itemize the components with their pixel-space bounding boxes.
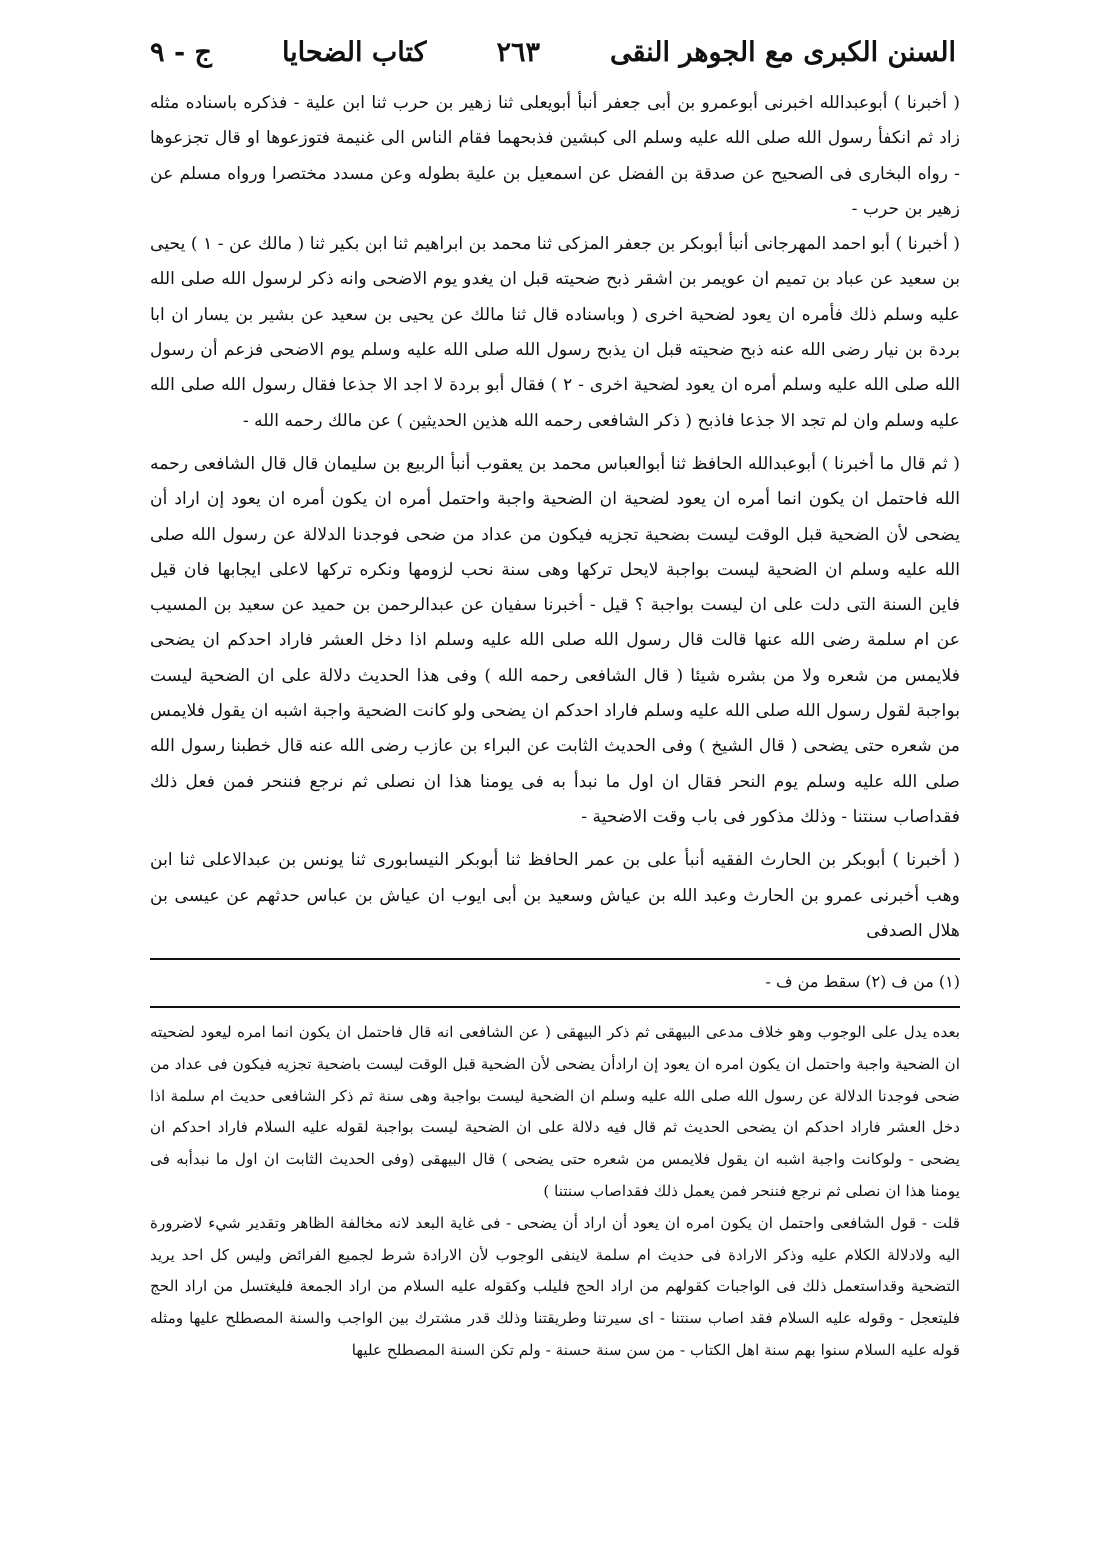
main-paragraph: ( أخبرنا ) أبوعبدالله اخبرنى أبوعمرو بن أبى جعفر أنبأ أبويعلى ثنا زهير بن حرب ثنا ابن علية - فذكره باسناده مثله زاد ثم انكفأ رسول الله صلى الله عليه وسلم الى كبشين فذبحهما فقام الناس الى غنيمة فتوزعوها او قال تجزعوها - رواه البخارى فى الصحيح عن صدقة بن الفضل عن اسمعيل بن علية بطوله وعن مسدد مختصرا ورواه مسلم عن زهير بن حرب - — [150, 93, 960, 219]
commentary-text — [150, 1017, 960, 1367]
book-title: السنن الكبرى مع الجوهر النقى — [609, 36, 956, 68]
commentary-paragraph: بعده يدل على الوجوب وهو خلاف مدعى البيهقى ثم ذكر البيهقى ( عن الشافعى انه قال فاحتمل ان يكون انما امره ليعود لضحيته ان الضحية واجبة واحتمل ان يكون امره ان يعود إن ارادأن يضحى لأن الضحية قبل الوقت ليست باضحية تجزيه فيكون فى عداد من ضحى فوجدنا الدلالة عن رسول الله صلى الله عليه وسلم ان الضحية ليست بواجبة وهى سنة ثم ذكر الشافعى حديث ام سلمة اذا دخل العشر فاراد احدكم ان يضحى الحديث ثم قال فيه دلالة على ان الضحية ليست بواجبة لقوله عليه السلام فاراد احدكم ان يضحى - ولوكانت واجبة اشبه ان يقول فلايمس من شعره حتى يضحى ) قال البيهقى (وفى الحديث الثابت ان اول ما نبدأبه فى يومنا هذا ان نصلى ثم نرجع فننحر فمن يعمل ذلك فقداصاب سنتنا ) — [150, 1023, 960, 1200]
commentary-divider — [150, 1006, 960, 1008]
page-header — [150, 30, 956, 74]
commentary-paragraph: قلت - قول الشافعى واحتمل ان يكون امره ان يعود أن اراد أن يضحى - فى غاية البعد لانه مخالفة الظاهر وتقدير شيء لاضرورة اليه ولادلالة الكلام عليه وذكر الارادة فى حديث ام سلمة لاينفى الوجوب لأن الارادة شرط لجميع الفرائض وليس كل احد يريد التضحية وقداستعمل ذلك فى الواجبات كقولهم من اراد الحج فليلب وكقوله عليه السلام من اراد الجمعة فليغتسل من اراد الحج فليتعجل - وقوله عليه السلام فقد اصاب سنتنا - اى سيرتنا وطريقتنا وذلك قدر مشترك بين الواجب والسنة المصطلح عليها ومثله قوله عليه السلام سنوا بهم سنة اهل الكتاب - من سن سنة حسنة - ولم تكن السنة المصطلح عليها — [150, 1213, 960, 1359]
volume-number: ج - ٩ — [150, 36, 212, 68]
main-paragraph: ( أخبرنا ) أبوبكر بن الحارث الفقيه أنبأ على بن عمر الحافظ ثنا أبوبكر النيسابورى ثنا يونس بن عبدالاعلى ثنا ابن وهب أخبرنى عمرو بن الحارث وعبد الله بن عياش وسعيد بن أبى ايوب ان عياش بن عباس حدثهم عن عيسى بن هلال الصدفى — [150, 850, 960, 941]
main-paragraph: ( أخبرنا ) أبو احمد المهرجانى أنبأ أبوبكر بن جعفر المزكى ثنا محمد بن ابراهيم ثنا ابن بكير ثنا ( مالك عن - ١ ) يحيى بن سعيد عن عباد بن تميم ان عويمر بن اشقر ذبح ضحيته قبل ان يغدو يوم الاضحى وانه ذكر لرسول الله صلى الله عليه وسلم ذلك فأمره ان يعود لضحية اخرى ( وباسناده قال ثنا مالك عن يحيى بن سعيد عن بشير بن يسار ان ابا بردة بن نيار رضى الله عنه ذبح ضحيته قبل ان يذبح رسول الله صلى الله عليه وسلم يوم الاضحى فزعم أن رسول الله صلى الله عليه وسلم أمره ان يعود لضحية اخرى - ٢ ) فقال أبو بردة لا اجد الا جذعا فقال رسول الله صلى الله عليه وسلم وان لم تجد الا جذعا فاذبح ( ذكر الشافعى رحمه الله هذين الحديثين ) عن مالك رحمه الله - — [150, 234, 960, 431]
main-paragraph: ( ثم قال ما أخبرنا ) أبوعبدالله الحافظ ثنا أبوالعباس محمد بن يعقوب أنبأ الربيع بن سليمان قال قال الشافعى رحمه الله فاحتمل ان يكون انما أمره ان يعود لضحية ان الضحية واجبة واحتمل أمره ان يكون أمره ان يعود إن اراد أن يضحى لأن الضحية قبل الوقت ليست بضحية تجزيه فيكون من عداد من ضحى فوجدنا الدلالة عن رسول الله صلى الله عليه وسلم ان الضحية ليست بواجبة لايحل تركها وهى سنة نحب لزومها ونكره تركها لاعلى ايجابها فان قيل فاين السنة التى دلت على ان ليست بواجبة ؟ قيل - أخبرنا سفيان عن عبدالرحمن بن حميد عن سعيد بن المسيب عن ام سلمة رضى الله عنها قالت قال رسول الله صلى الله عليه وسلم اذا دخل العشر فاراد احدكم ان يضحى فلايمس من شعره ولا من بشره شيئا ( قال الشافعى رحمه الله ) وفى هذا الحديث دلالة على ان الضحية ليست بواجبة لقول رسول الله صلى الله عليه وسلم فاراد احدكم ان يضحى ولو كانت الضحية واجبة اشبه ان يقول فلايمس من شعره حتى يضحى ( قال الشيخ ) وفى الحديث الثابت عن البراء بن عازب رضى الله عنه قال خطبنا رسول الله صلى الله عليه وسلم يوم النحر فقال ان اول ما نبدأ به فى يومنا هذا ان نصلى ثم نرجع فننحر فمن فعل ذلك فقداصاب سنتنا - وذلك مذكور فى باب وقت الاضحية - — [150, 453, 960, 827]
footnote: (١) من ف (٢) سقط من ف - — [765, 972, 960, 991]
footnote-divider — [150, 958, 960, 960]
main-text — [150, 86, 960, 949]
page-number: ٢٦٣ — [496, 36, 540, 68]
chapter-title: كتاب الضحايا — [281, 36, 427, 68]
